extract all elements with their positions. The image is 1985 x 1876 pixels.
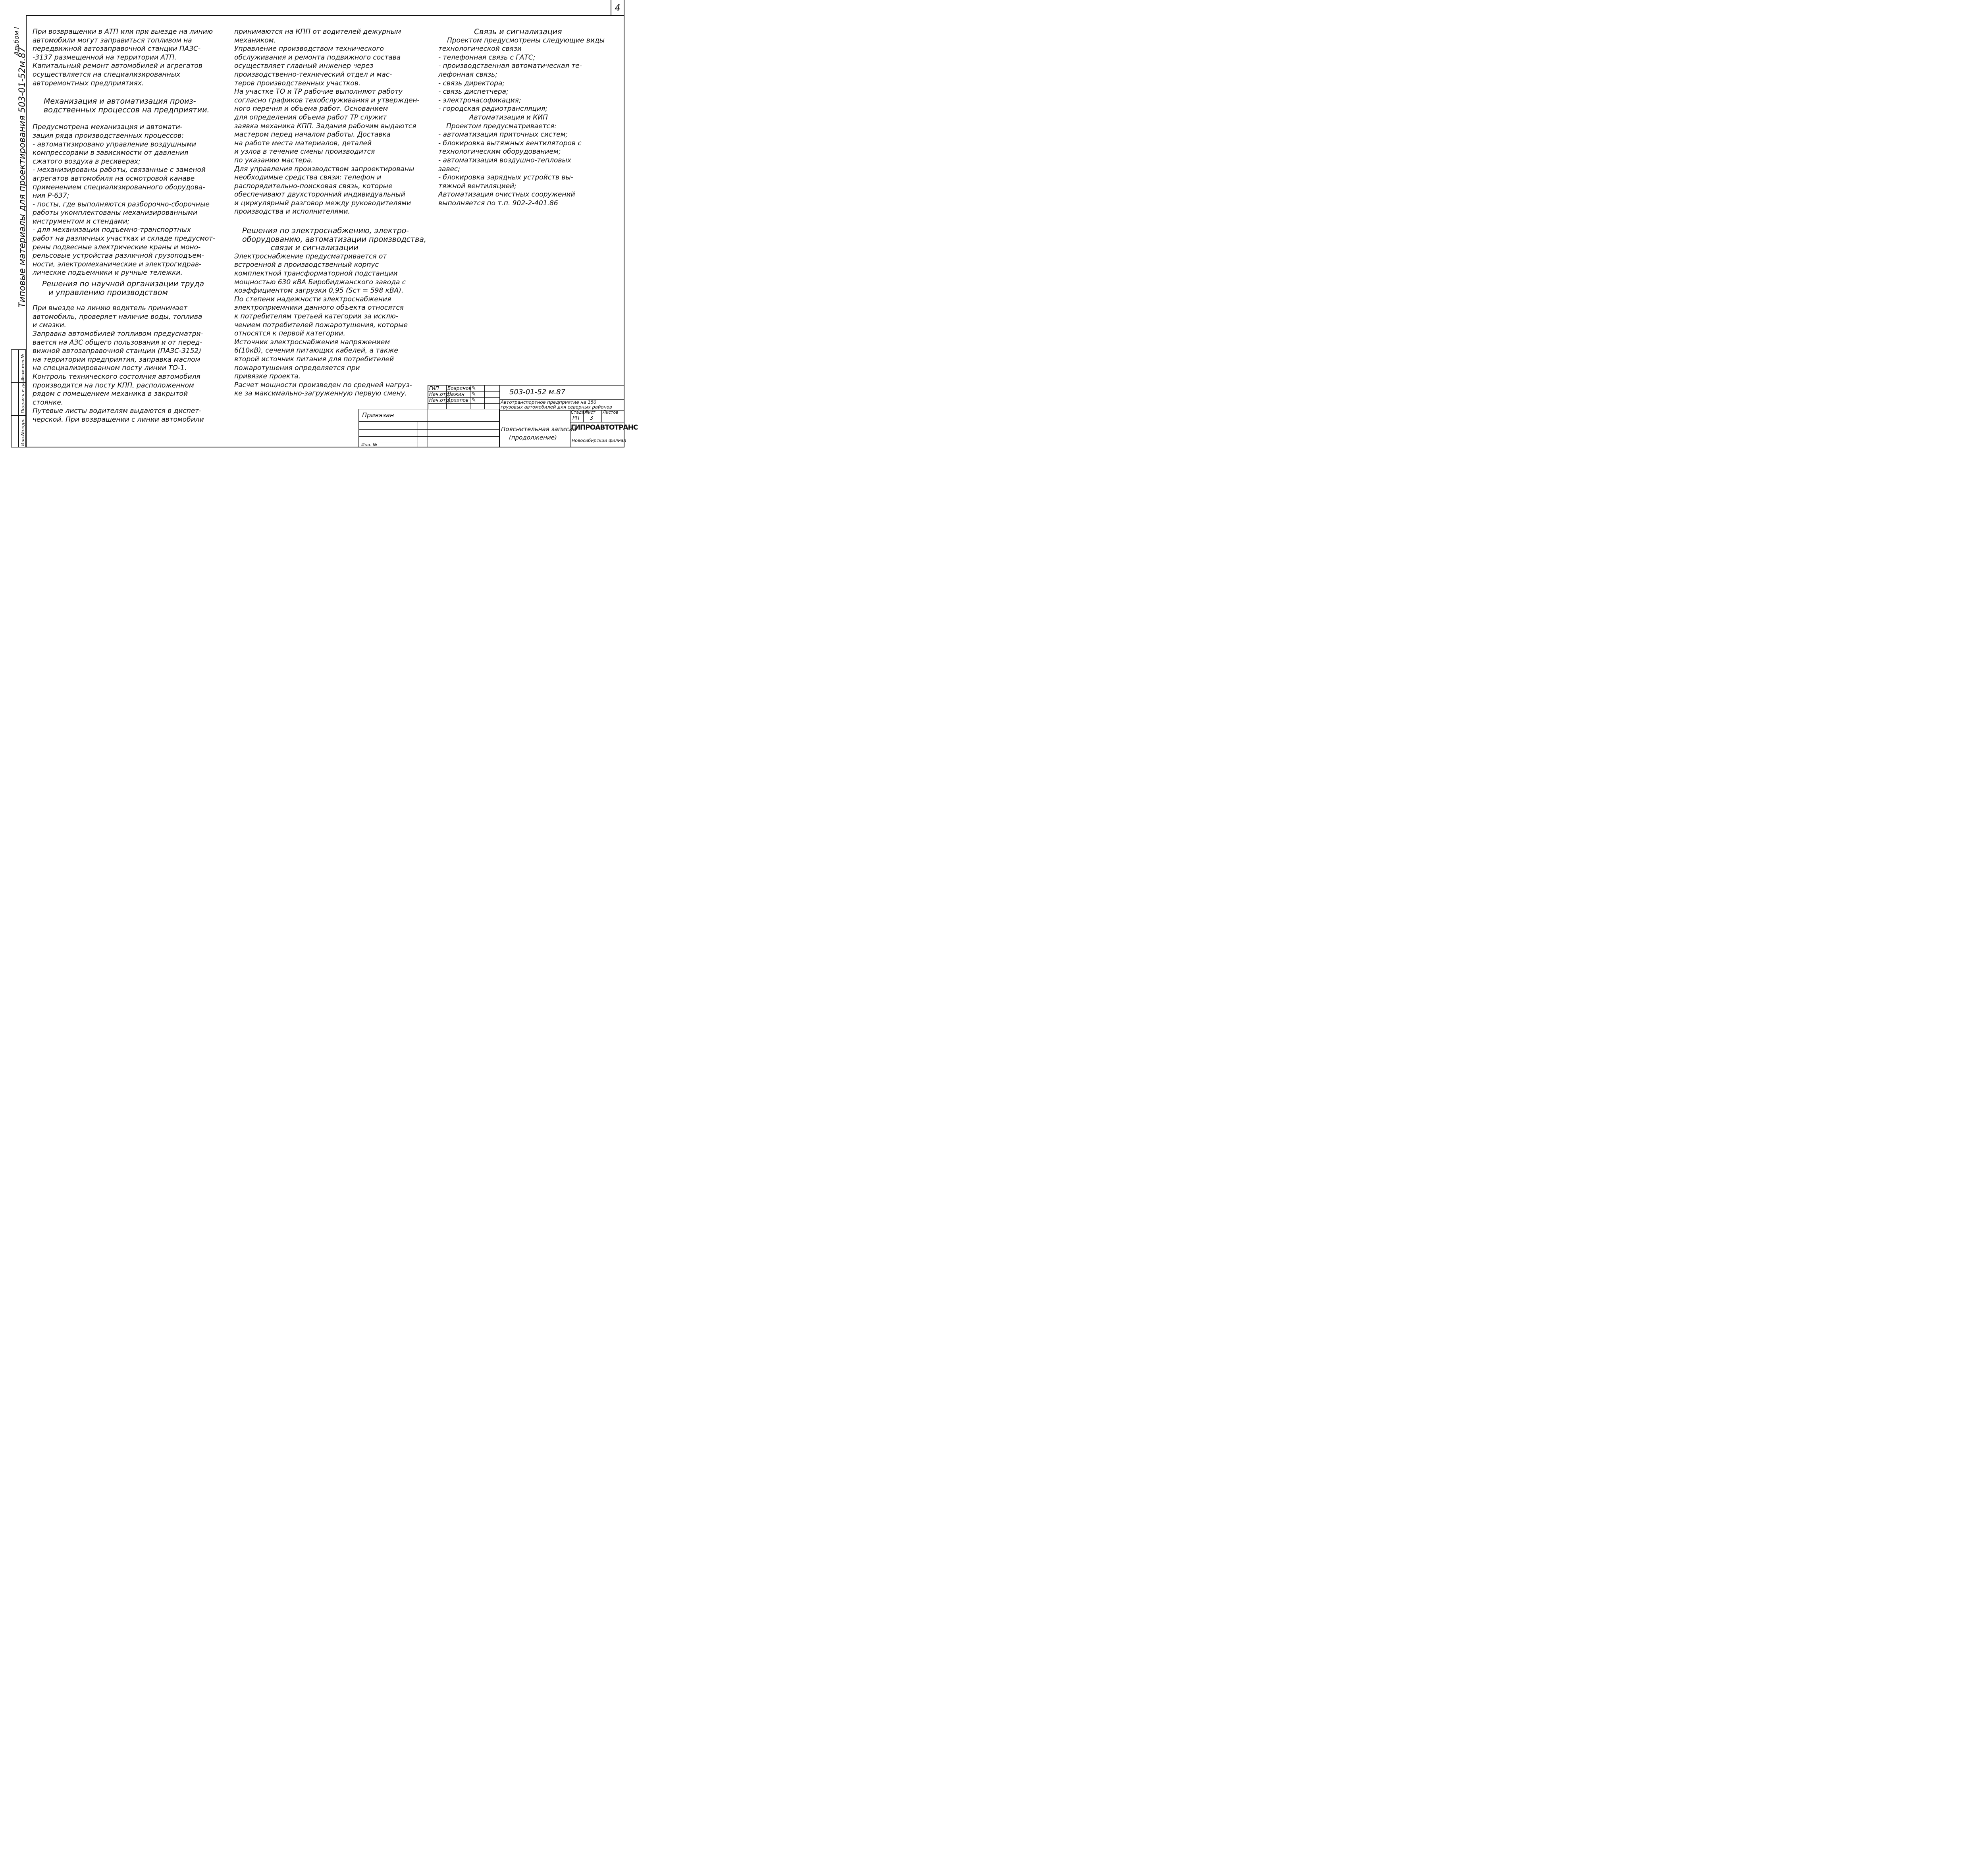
text-line: относятся к первой категории. <box>234 330 345 338</box>
role-gip: ГИП <box>429 386 439 391</box>
text-line: по указанию мастера. <box>234 156 313 164</box>
text-line: согласно графиков техобслуживания и утвержден- <box>234 96 420 104</box>
text-line: работы укомплектованы механизированными <box>33 209 197 217</box>
text-line: - городская радиотрансляция; <box>438 105 548 113</box>
text-line: 6(10кВ), сечения питающих кабелей, а также <box>234 347 398 355</box>
stage-value: РП <box>572 415 580 421</box>
sheets-header: Листов <box>603 410 619 415</box>
text-line: Предусмотрена механизация и автомати- <box>33 123 183 131</box>
text-line: коэффициентом загрузки 0,95 (Sст = 598 кВА). <box>234 287 404 295</box>
text-line: ности, электромеханические и электрогидрав- <box>33 260 202 268</box>
text-line: второй источник питания для потребителей <box>234 355 394 363</box>
text-line: лефонная связь; <box>438 70 497 79</box>
text-line: - производственная автоматическая те- <box>438 62 582 70</box>
org-name: ГИПРОАВТОТРАНС <box>571 424 638 432</box>
text-line: - телефонная связь с ГАТС; <box>438 53 536 62</box>
text-line: - посты, где выполняются разборочно-сборочные <box>33 200 210 208</box>
text-line: Проектом предусматривается: <box>446 122 557 130</box>
name-head-1: Нажин <box>447 391 464 397</box>
left-label-replace: Взам.инв.№ <box>20 354 25 381</box>
text-line: заявка механика КПП. Задания рабочим выдаются <box>234 122 416 130</box>
text-line: вижной автозаправочной станции (ПАЗС-3152) <box>33 347 201 355</box>
text-line: - электрочасофикация; <box>438 96 521 104</box>
text-line: - связь диспетчера; <box>438 88 509 96</box>
text-line: технологическим оборудованием; <box>438 148 561 156</box>
text-line: Управление производством технического <box>234 45 384 53</box>
c2-paragraph-power <box>234 253 426 398</box>
text-line: черской. При возвращении с линии автомобили <box>33 415 204 424</box>
text-line: производства и исполнителями. <box>234 208 350 216</box>
text-line: технологической связи <box>438 45 522 53</box>
heading-line: оборудованию, автоматизации производства, <box>242 235 426 244</box>
heading-line: Механизация и автоматизация произ- <box>44 97 196 106</box>
role-head-2: Нач.отд. <box>429 397 451 403</box>
text-line: ного перечня и объема работ. Основанием <box>234 105 388 113</box>
text-line: необходимые средства связи: телефон и <box>234 174 382 182</box>
text-line: На участке ТО и ТР рабочие выполняют работу <box>234 88 403 96</box>
text-line: Проектом предусмотрены следующие виды <box>447 36 605 44</box>
text-line: - автоматизация приточных систем; <box>438 131 568 139</box>
text-line: авторемонтных предприятиях. <box>33 79 144 87</box>
text-line: электроприемники данного объекта относятся <box>234 304 404 312</box>
left-label-inv: Инв.№подл. <box>20 418 25 446</box>
text-line: При выезде на линию водитель принимает <box>33 304 187 312</box>
branch-name: Новосибирский филиал <box>572 438 626 443</box>
text-line: вается на АЗС общего пользования и от перед- <box>33 338 202 347</box>
c1-paragraph-mechanization <box>33 123 215 278</box>
signature-mark: ✎ <box>472 386 476 391</box>
text-line: Для управления производством запроектированы <box>234 165 414 173</box>
text-line: механиком. <box>234 36 276 44</box>
doc-title-1: Пояснительная записка <box>501 426 576 433</box>
text-line: По степени надежности электроснабжения <box>234 295 391 303</box>
text-line: - механизированы работы, связанные с заменой <box>33 166 206 174</box>
text-line: зация ряда производственных процессов: <box>33 131 184 140</box>
text-line: мощностью 630 кВА Биробиджанского завода с <box>234 278 406 286</box>
project-title-2: грузовых автомобилей для северных районов <box>501 404 612 410</box>
c1-heading-organization <box>33 280 215 297</box>
text-line: Автоматизация очистных сооружений <box>438 191 575 199</box>
text-line: автомобили могут заправиться топливом на <box>33 36 192 44</box>
text-line: -3137 размещенной на территории АТП. <box>33 53 177 62</box>
signature-mark: ✎ <box>472 397 476 403</box>
text-line: принимаются на КПП от водителей дежурным <box>234 28 401 36</box>
text-line: Источник электроснабжения напряжением <box>234 338 390 346</box>
text-line: выполняется по т.п. 902-2-401.86 <box>438 199 558 207</box>
text-line: - автоматизация воздушно-тепловых <box>438 156 571 164</box>
drawing-sheet <box>0 0 638 454</box>
title-block <box>428 385 638 447</box>
text-line: обеспечивают двухсторонний индивидуальный <box>234 191 405 199</box>
name-gip: Бояринов <box>447 386 472 391</box>
text-line: Контроль технического состояния автомобиля <box>33 372 200 381</box>
column-2 <box>234 28 426 398</box>
text-line: завес; <box>438 165 461 173</box>
text-line: и узлов в течение смены производится <box>234 148 375 156</box>
text-line: рядом с помещением механика в закрытой <box>33 390 188 398</box>
heading-line: Решения по научной организации труда <box>42 280 204 289</box>
text-line: осуществляется на специализированных <box>33 70 181 79</box>
text-line: - автоматизировано управление воздушными <box>33 140 197 148</box>
text-line: к потребителям третьей категории за исклю- <box>234 312 399 320</box>
text-line: работ на различных участках и складе предусмот- <box>33 235 216 243</box>
sheet-header: Лист <box>585 410 596 415</box>
text-line: ния Р-637; <box>33 192 69 200</box>
c1-heading-mechanization <box>33 97 215 114</box>
signature-mark: ✎ <box>472 391 476 397</box>
text-line: - связь директора; <box>438 79 505 87</box>
c2-paragraph-management <box>234 28 426 216</box>
c2-heading-power <box>234 227 426 253</box>
heading-line: и управлению производством <box>48 288 168 297</box>
text-line: - блокировка зарядных устройств вы- <box>438 174 573 182</box>
text-line: на специализированном посту линии ТО-1. <box>33 364 187 372</box>
sheet-number: 4 <box>611 0 624 15</box>
text-line: чением потребителей пожаротушения, которые <box>234 321 408 329</box>
text-line: производится на посту КПП, расположенном <box>33 381 194 389</box>
text-line: теров производственных участков. <box>234 79 361 87</box>
tied-label: Привязан <box>362 411 394 419</box>
text-line: для определения объема работ ТР служит <box>234 113 387 121</box>
text-line: Путевые листы водителям выдаются в диспет- <box>33 407 202 415</box>
text-line: пожаротушения определяется при <box>234 364 360 372</box>
text-line: Капитальный ремонт автомобилей и агрегатов <box>33 62 202 70</box>
text-line: производственно-технический отдел и мас- <box>234 70 392 79</box>
designation: 503-01-52 м.87 <box>509 388 566 396</box>
c1-paragraph-organization <box>33 304 215 424</box>
stage-header: Стадия <box>571 410 587 415</box>
text-line: компрессорами в зависимости от давления <box>33 149 189 157</box>
left-stamp-box <box>11 349 26 447</box>
column-3 <box>438 28 605 208</box>
text-line: встроенной в производственный корпус <box>234 261 379 269</box>
text-line: - для механизации подъемно-транспортных <box>33 226 191 234</box>
text-line: ке за максимально-загруженную первую смену. <box>234 389 407 398</box>
text-line: на территории предприятия, заправка маслом <box>33 355 200 364</box>
text-line: сжатого воздуха в ресиверах; <box>33 157 141 166</box>
text-line: распорядительно-поисковая связь, которые <box>234 182 393 190</box>
text-line: стоянке. <box>33 398 64 407</box>
doc-title-2: (продолжение) <box>509 434 557 441</box>
text-line: Расчет мощности произведен по средней нагруз- <box>234 381 412 389</box>
text-line: рельсовые устройства различной грузоподъем- <box>33 252 204 260</box>
text-line: лические подъемники и ручные тележки. <box>33 269 183 277</box>
text-line: осуществляет главный инженер через <box>234 62 374 70</box>
text-line: передвижной автозаправочной станции ПАЗС- <box>33 45 201 53</box>
inv-label: Инв. № <box>361 442 378 447</box>
text-line: комплектной трансформаторной подстанции <box>234 270 398 278</box>
album-label: Альбом I <box>13 27 20 56</box>
project-title-1: Автотранспортное предприятие на 150 <box>501 399 597 405</box>
sheet-value: 3 <box>590 415 594 421</box>
left-label-signature: Подпись и дата <box>20 377 25 413</box>
role-head-1: Нач.отд. <box>429 391 451 397</box>
name-head-2: Архипов <box>447 397 468 403</box>
heading-line: водственных процессов на предприятии. <box>44 105 210 114</box>
heading-line: Решения по электроснабжению, электро- <box>242 226 409 235</box>
side-title: Типовые материалы для проектирования 503-01-52м.87 <box>17 47 27 308</box>
heading-line: связи и сигнализации <box>271 243 358 253</box>
c1-paragraph-1 <box>33 28 215 88</box>
text-line: - блокировка вытяжных вентиляторов с <box>438 139 582 147</box>
text-line: агрегатов автомобиля на осмотровой канаве <box>33 174 195 183</box>
text-line: тяжной вентиляцией; <box>438 182 516 190</box>
text-line: рены подвесные электрические краны и моно- <box>33 243 201 251</box>
text-line: Электроснабжение предусматривается от <box>234 252 387 260</box>
text-line: и смазки. <box>33 321 66 330</box>
column-1 <box>33 28 215 424</box>
text-line: и циркулярный разговор между руководителями <box>234 199 411 207</box>
c3-heading-communication: Связь и сигнализация <box>474 27 562 36</box>
text-line: автомобиль, проверяет наличие воды, топлива <box>33 312 202 321</box>
text-line: мастером перед началом работы. Доставка <box>234 131 391 139</box>
text-line: При возвращении в АТП или при выезде на линию <box>33 28 213 36</box>
text-line: обслуживания и ремонта подвижного состава <box>234 53 401 62</box>
text-line: привязке проекта. <box>234 372 301 381</box>
c3-heading-automation: Автоматизация и КИП <box>469 113 548 121</box>
text-line: инструментом и стендами; <box>33 217 130 226</box>
text-line: применением специализированного оборудова- <box>33 183 205 191</box>
text-line: Заправка автомобилей топливом предусматри- <box>33 330 203 338</box>
text-line: на работе места материалов, деталей <box>234 139 372 147</box>
